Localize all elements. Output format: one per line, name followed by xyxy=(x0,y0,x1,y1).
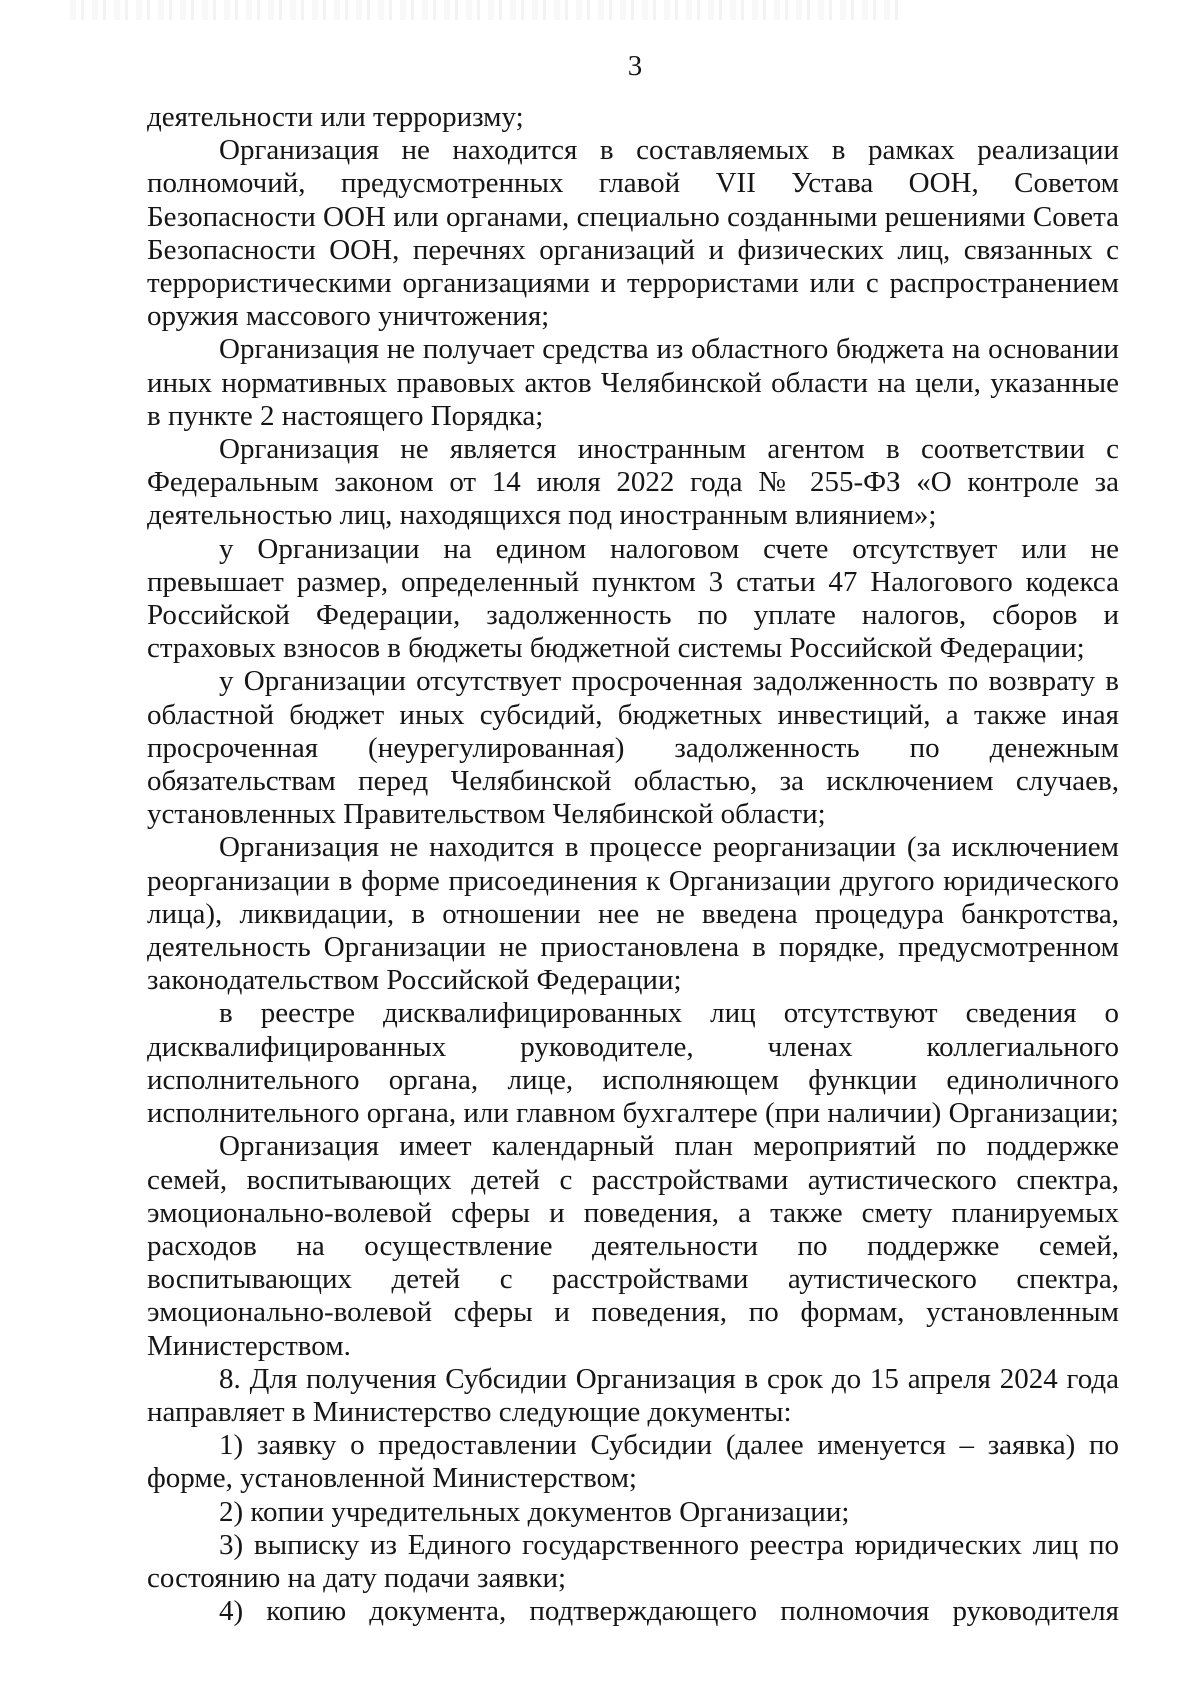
document-paragraph: у Организации отсутствует просроченная задолженность по возврату в областной бюджет иных субсидий, бюджетных инвестиций, а также иная просроченная (неурегулированная) задолженность по денежным обязательствам перед Челябинской областью, за исключением случаев, установленных Правительством Челябинской области; xyxy=(147,665,1119,831)
document-paragraph: 8. Для получения Субсидии Организация в срок до 15 апреля 2024 года направляет в Министерство следующие документы: xyxy=(147,1362,1119,1428)
document-paragraph: Организация имеет календарный план мероприятий по поддержке семей, воспитывающих детей с расстройствами аутистического спектра, эмоционально-волевой сферы и поведения, а также смету планируемых расходов на осуществление деятельности по поддержке семей, воспитывающих детей с расстройствами аутистического спектра, эмоционально-волевой сферы и поведения, по формам, установленным Министерством. xyxy=(147,1130,1119,1362)
document-paragraph: Организация не является иностранным агентом в соответствии с Федеральным законом от 14 июля 2022 года № 255-ФЗ «О контроле за деятельностью лиц, находящихся под иностранным влиянием»; xyxy=(147,433,1119,532)
document-paragraph: Организация не получает средства из областного бюджета на основании иных нормативных правовых актов Челябинской области на цели, указанные в пункте 2 настоящего Порядка; xyxy=(147,333,1119,432)
document-paragraph: 3) выписку из Единого государственного реестра юридических лиц по состоянию на дату подачи заявки; xyxy=(147,1528,1119,1594)
document-paragraph: деятельности или терроризму; xyxy=(147,101,524,133)
document-paragraph: Организация не находится в составляемых в рамках реализации полномочий, предусмотренных главой VII Устава ООН, Советом Безопасности ООН или органами, специально созданными решениями Совета Безопасности ООН, перечнях организаций и физических лиц, связанных с террористическими организациями и террористами или с распространением оружия массового уничтожения; xyxy=(147,134,1119,333)
document-paragraph: 4) копию документа, подтверждающего полномочия руководителя xyxy=(219,1595,1119,1628)
document-paragraph: 2) копии учредительных документов Организации; xyxy=(219,1495,850,1528)
page-number: 3 xyxy=(627,50,643,82)
document-paragraph: 1) заявку о предоставлении Субсидии (далее именуется – заявка) по форме, установленной Министерством; xyxy=(147,1429,1119,1495)
document-paragraph: в реестре дисквалифицированных лиц отсутствуют сведения о дисквалифицированных руководителе, членах коллегиального исполнительного органа, лице, исполняющем функции единоличного исполнительного органа, или главном бухгалтере (при наличии) Организации; xyxy=(147,997,1119,1130)
document-paragraph: Организация не находится в процессе реорганизации (за исключением реорганизации в форме присоединения к Организации другого юридического лица), ликвидации, в отношении нее не введена процедура банкротства, деятельность Организации не приостановлена в порядке, предусмотренном законодательством Российской Федерации; xyxy=(147,831,1119,997)
document-body xyxy=(147,101,1119,1628)
document-paragraph: у Организации на едином налоговом счете отсутствует или не превышает размер, определенный пунктом 3 статьи 47 Налогового кодекса Российской Федерации, задолженность по уплате налогов, сборов и страховых взносов в бюджеты бюджетной системы Российской Федерации; xyxy=(147,532,1119,665)
